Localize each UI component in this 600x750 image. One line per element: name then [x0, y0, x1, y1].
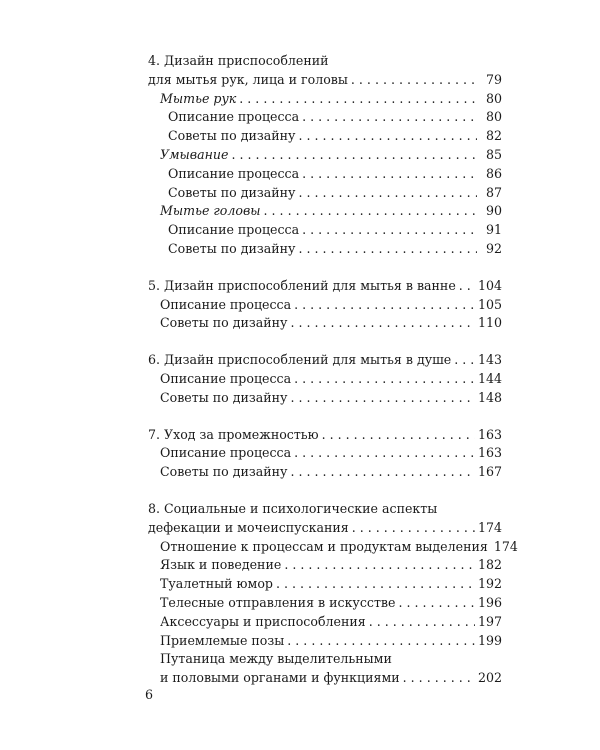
toc-item[interactable]	[148, 444, 502, 463]
toc-entry-page: 174	[477, 519, 502, 535]
dot-leader	[302, 108, 477, 127]
toc-entry-title: Описание процесса	[168, 165, 300, 181]
toc-entry-title: Умывание	[160, 146, 229, 162]
toc-entry-page: 79	[485, 71, 502, 87]
toc-entry-title: Описание процесса	[160, 296, 292, 312]
toc-entry-page: 80	[485, 109, 502, 125]
toc-entry-title: Мытье головы	[160, 203, 261, 219]
toc-item[interactable]	[148, 221, 502, 240]
toc-item[interactable]	[148, 296, 502, 315]
toc-entry-page: 80	[485, 90, 502, 106]
toc-heading-line	[148, 500, 502, 519]
toc-item[interactable]	[148, 575, 502, 594]
dot-leader	[398, 594, 474, 613]
toc-entry-title: Отношение к процессам и продуктам выделения	[160, 538, 488, 554]
toc-entry-page: 82	[485, 128, 502, 144]
dot-leader	[264, 202, 477, 221]
toc-entry[interactable]	[148, 519, 502, 538]
toc-entry-title: Телесные отправления в искусстве	[160, 594, 396, 610]
toc-entry-title: для мытья рук, лица и головы	[148, 71, 348, 87]
toc-entry-page: 144	[477, 370, 502, 386]
dot-leader	[276, 575, 475, 594]
toc-entry-page: 91	[485, 222, 502, 238]
toc-entry-title: Туалетный юмор	[160, 576, 273, 592]
toc-entry-page: 110	[477, 315, 502, 331]
toc-item[interactable]	[148, 165, 502, 184]
dot-leader	[294, 296, 475, 315]
section-gap	[148, 259, 502, 277]
toc-heading-text: 8. Социальные и психологические аспекты	[148, 500, 438, 516]
dot-leader	[287, 632, 475, 651]
toc-entry-page: 199	[477, 632, 502, 648]
dot-leader	[290, 314, 474, 333]
toc-entry-title: Мытье рук	[160, 90, 237, 106]
page-number: 6	[145, 687, 154, 702]
toc-entry[interactable]	[148, 351, 502, 370]
toc-item[interactable]	[148, 240, 502, 259]
toc-entry[interactable]	[148, 426, 502, 445]
section-gap	[148, 482, 502, 500]
toc-entry-title: Советы по дизайну	[168, 184, 296, 200]
toc-item[interactable]	[148, 370, 502, 389]
toc-item[interactable]	[148, 613, 502, 632]
dot-leader	[294, 444, 475, 463]
toc-entry-title: 6. Дизайн приспособлений для мытья в душе	[148, 352, 452, 368]
dot-leader	[298, 127, 477, 146]
toc-item[interactable]	[148, 184, 502, 203]
toc-item[interactable]	[148, 108, 502, 127]
toc-entry[interactable]	[148, 277, 502, 296]
dot-leader	[322, 426, 475, 445]
dot-leader	[239, 90, 477, 109]
toc-entry-page: 143	[477, 352, 502, 368]
toc-entry-title: Советы по дизайну	[160, 464, 288, 480]
toc-entry-page: 182	[477, 557, 502, 573]
toc-entry-page: 163	[477, 445, 502, 461]
toc-item[interactable]	[148, 389, 502, 408]
toc-entry-page: 167	[477, 464, 502, 480]
toc-entry-page: 105	[477, 296, 502, 312]
toc-entry-page: 148	[477, 389, 502, 405]
dot-leader	[369, 613, 475, 632]
dot-leader	[459, 277, 475, 296]
dot-leader	[290, 463, 474, 482]
toc-entry-page: 197	[477, 613, 502, 629]
toc-entry-page: 86	[485, 165, 502, 181]
dot-leader	[302, 165, 477, 184]
toc-entry-title: 5. Дизайн приспособлений для мытья в ванне	[148, 277, 456, 293]
toc-item-line	[148, 650, 502, 669]
section-gap	[148, 408, 502, 426]
toc-entry-title: Советы по дизайну	[168, 128, 296, 144]
toc-entry-title: и половыми органами и функциями	[160, 670, 400, 686]
toc-item[interactable]	[148, 556, 502, 575]
toc-entry-page: 85	[485, 146, 502, 162]
toc-entry-title: дефекации и мочеиспускания	[148, 519, 349, 535]
toc-item[interactable]	[148, 463, 502, 482]
toc-entry-page: 192	[477, 576, 502, 592]
toc-entry-page: 90	[485, 203, 502, 219]
toc-entry-title: Советы по дизайну	[168, 240, 296, 256]
toc-entry-page: 196	[477, 594, 502, 610]
dot-leader	[454, 351, 475, 370]
toc-entry-title: Описание процесса	[168, 222, 300, 238]
toc-entry-page: 174	[493, 538, 518, 554]
toc-item[interactable]	[148, 127, 502, 146]
dot-leader	[298, 184, 477, 203]
toc-entry-title: Описание процесса	[160, 370, 292, 386]
toc-heading-text: 4. Дизайн приспособлений	[148, 53, 329, 68]
toc-subentry[interactable]	[148, 202, 502, 221]
toc-item[interactable]	[148, 632, 502, 651]
toc-entry-title: Советы по дизайну	[160, 389, 288, 405]
toc-entry-title: Язык и поведение	[160, 557, 282, 573]
table-of-contents	[148, 52, 518, 688]
toc-entry-page: 104	[477, 277, 502, 293]
toc-entry-title: Путаница между выделительными	[160, 651, 392, 667]
toc-entry[interactable]	[148, 71, 502, 90]
toc-entry-title: Описание процесса	[160, 445, 292, 461]
dot-leader	[290, 389, 474, 408]
dot-leader	[302, 221, 477, 240]
dot-leader	[294, 370, 475, 389]
toc-entry-page: 202	[477, 670, 502, 686]
dot-leader	[352, 519, 475, 538]
toc-item[interactable]	[148, 538, 518, 557]
toc-entry-title: 7. Уход за промежностью	[148, 426, 319, 442]
dot-leader	[351, 71, 477, 90]
section-gap	[148, 333, 502, 351]
toc-entry-page: 87	[485, 184, 502, 200]
toc-item[interactable]	[148, 669, 502, 688]
dot-leader	[298, 240, 477, 259]
dot-leader	[232, 146, 478, 165]
toc-subentry[interactable]	[148, 90, 502, 109]
toc-entry-title: Аксессуары и приспособления	[160, 613, 366, 629]
toc-entry-title: Приемлемые позы	[160, 632, 285, 648]
toc-entry-page: 92	[485, 240, 502, 256]
dot-leader	[403, 669, 475, 688]
toc-item[interactable]	[148, 314, 502, 333]
toc-item[interactable]	[148, 594, 502, 613]
dot-leader	[284, 556, 475, 575]
toc-heading-line	[148, 52, 502, 71]
toc-entry-title: Советы по дизайну	[160, 315, 288, 331]
toc-subentry[interactable]	[148, 146, 502, 165]
toc-entry-title: Описание процесса	[168, 109, 300, 125]
toc-entry-page: 163	[477, 426, 502, 442]
